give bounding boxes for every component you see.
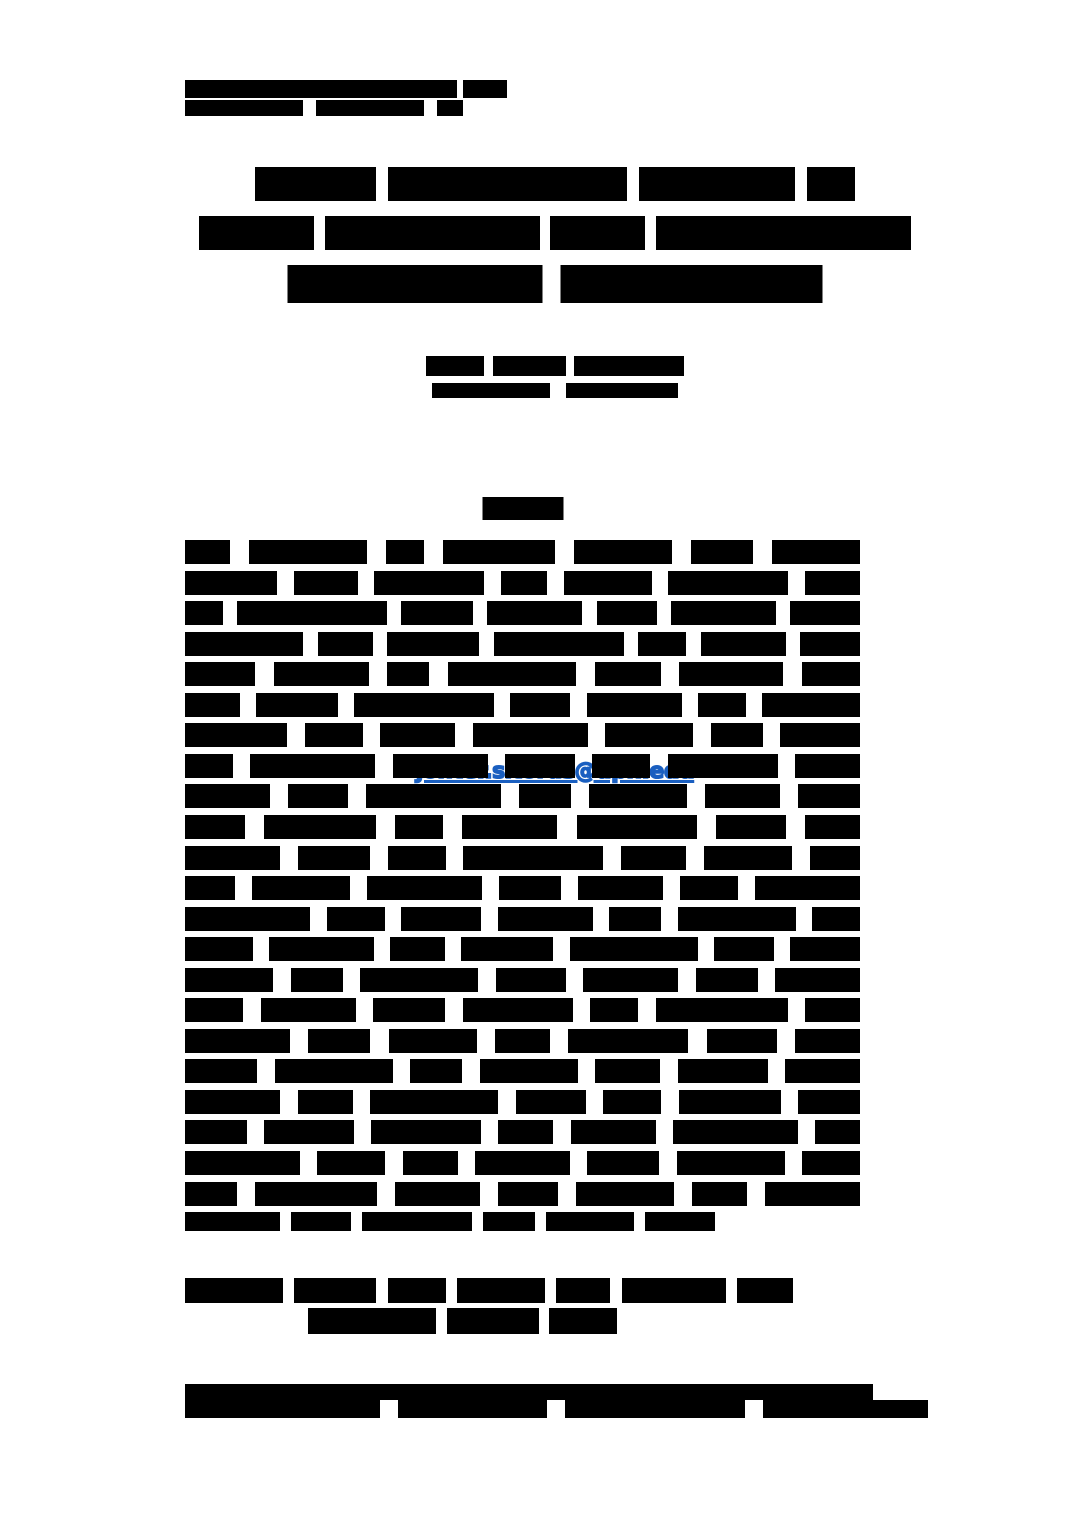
redacted-word bbox=[671, 601, 776, 625]
redacted-word bbox=[185, 1029, 290, 1053]
redacted-word bbox=[805, 571, 860, 595]
redacted-word bbox=[714, 937, 774, 961]
abstract-text-line bbox=[185, 998, 860, 1022]
abstract-text-line bbox=[185, 754, 860, 778]
redacted-word bbox=[401, 601, 473, 625]
redacted-word bbox=[656, 998, 788, 1022]
redacted-word bbox=[762, 693, 860, 717]
redacted-word bbox=[274, 662, 369, 686]
redacted-word bbox=[185, 1212, 280, 1231]
redacted-word bbox=[550, 216, 645, 250]
redacted-word bbox=[802, 662, 860, 686]
redacted-word bbox=[291, 1212, 351, 1231]
redacted-word bbox=[410, 1059, 462, 1083]
redacted-word bbox=[185, 1400, 380, 1418]
redacted-word bbox=[447, 1308, 539, 1334]
redacted-word bbox=[388, 846, 446, 870]
redacted-word bbox=[609, 907, 661, 931]
redacted-word bbox=[473, 723, 588, 747]
redacted-word bbox=[387, 632, 479, 656]
redacted-word bbox=[487, 601, 582, 625]
abstract-text-line bbox=[185, 968, 860, 992]
footer-line bbox=[185, 1400, 928, 1418]
redacted-word bbox=[457, 1278, 545, 1303]
redacted-word bbox=[317, 1151, 385, 1175]
redacted-word bbox=[373, 998, 445, 1022]
redacted-word bbox=[493, 356, 566, 376]
redacted-word bbox=[571, 1120, 656, 1144]
abstract-text-line bbox=[185, 1182, 860, 1206]
footer-line bbox=[185, 1384, 873, 1400]
redacted-word bbox=[656, 216, 911, 250]
abstract-text-line bbox=[185, 723, 860, 747]
redacted-word bbox=[483, 1212, 535, 1231]
abstract-text-line bbox=[185, 815, 860, 839]
redacted-word bbox=[437, 100, 463, 116]
abstract-text-line bbox=[185, 937, 860, 961]
redacted-word bbox=[679, 662, 783, 686]
redacted-word bbox=[565, 1400, 745, 1418]
redacted-word bbox=[679, 1090, 781, 1114]
redacted-word bbox=[185, 937, 253, 961]
redacted-word bbox=[704, 846, 792, 870]
redacted-word bbox=[578, 876, 663, 900]
redacted-word bbox=[395, 1182, 480, 1206]
redacted-word bbox=[294, 1278, 376, 1303]
redacted-word bbox=[354, 693, 494, 717]
redacted-word bbox=[366, 784, 501, 808]
redacted-word bbox=[463, 80, 507, 98]
abstract-text-line bbox=[185, 540, 860, 564]
redacted-word bbox=[494, 632, 624, 656]
redacted-word bbox=[501, 571, 547, 595]
redacted-word bbox=[587, 693, 682, 717]
redacted-word bbox=[574, 356, 684, 376]
redacted-word bbox=[185, 571, 277, 595]
redacted-word bbox=[325, 216, 540, 250]
redacted-word bbox=[237, 601, 387, 625]
redacted-word bbox=[680, 876, 738, 900]
redacted-word bbox=[308, 1029, 370, 1053]
redacted-word bbox=[185, 1090, 280, 1114]
redacted-word bbox=[566, 383, 678, 398]
redacted-word bbox=[288, 784, 348, 808]
redacted-word bbox=[199, 216, 314, 250]
redacted-word bbox=[496, 968, 566, 992]
keywords-line bbox=[308, 1308, 617, 1334]
redacted-word bbox=[249, 540, 367, 564]
redacted-word bbox=[790, 937, 860, 961]
redacted-word bbox=[308, 1308, 436, 1334]
author-info-line bbox=[426, 356, 684, 376]
redacted-word bbox=[185, 662, 255, 686]
redacted-word bbox=[432, 383, 550, 398]
redacted-word bbox=[668, 754, 778, 778]
redacted-word bbox=[185, 1151, 300, 1175]
redacted-word bbox=[395, 815, 443, 839]
redacted-word bbox=[448, 662, 576, 686]
redacted-word bbox=[639, 167, 795, 201]
redacted-word bbox=[261, 998, 356, 1022]
redacted-word bbox=[403, 1151, 458, 1175]
redacted-word bbox=[480, 1059, 578, 1083]
redacted-word bbox=[765, 1182, 860, 1206]
redacted-word bbox=[775, 968, 860, 992]
redacted-word bbox=[426, 356, 484, 376]
redacted-word bbox=[802, 1151, 860, 1175]
abstract-text-line bbox=[185, 632, 860, 656]
redacted-word bbox=[401, 907, 481, 931]
redacted-word bbox=[185, 723, 287, 747]
redacted-word bbox=[250, 754, 375, 778]
redacted-word bbox=[185, 998, 243, 1022]
redacted-word bbox=[698, 693, 746, 717]
redacted-word bbox=[380, 723, 455, 747]
redacted-word bbox=[546, 1212, 634, 1231]
redacted-word bbox=[398, 1400, 547, 1418]
paper-title-line bbox=[255, 167, 855, 201]
author-block bbox=[185, 356, 925, 446]
redacted-word bbox=[185, 754, 233, 778]
redacted-word bbox=[795, 1029, 860, 1053]
redacted-word bbox=[678, 1059, 768, 1083]
redacted-word bbox=[499, 876, 561, 900]
redacted-word bbox=[291, 968, 343, 992]
redacted-word bbox=[256, 693, 338, 717]
redacted-word bbox=[603, 1090, 661, 1114]
redacted-word bbox=[570, 937, 698, 961]
redacted-word bbox=[185, 968, 273, 992]
redacted-word bbox=[461, 937, 553, 961]
redacted-word bbox=[185, 784, 270, 808]
redacted-word bbox=[185, 907, 310, 931]
redacted-word bbox=[621, 846, 686, 870]
redacted-word bbox=[185, 632, 303, 656]
redacted-word bbox=[590, 998, 638, 1022]
redacted-word bbox=[275, 1059, 393, 1083]
redacted-word bbox=[390, 937, 445, 961]
redacted-word bbox=[519, 784, 571, 808]
redacted-word bbox=[386, 540, 424, 564]
redacted-word bbox=[255, 167, 376, 201]
redacted-word bbox=[482, 497, 563, 520]
redacted-word bbox=[696, 968, 758, 992]
redacted-word bbox=[305, 723, 363, 747]
redacted-word bbox=[264, 1120, 354, 1144]
redacted-word bbox=[288, 265, 543, 303]
abstract-text-line bbox=[185, 1212, 718, 1231]
redacted-word bbox=[556, 1278, 610, 1303]
redacted-word bbox=[561, 265, 823, 303]
redacted-word bbox=[360, 968, 478, 992]
journal-header-line bbox=[185, 100, 463, 116]
redacted-word bbox=[362, 1212, 472, 1231]
abstract-text-line bbox=[185, 1059, 860, 1083]
abstract-text-line bbox=[185, 907, 860, 931]
paper-title-line bbox=[288, 265, 823, 303]
redacted-word bbox=[264, 815, 376, 839]
redacted-word bbox=[692, 1182, 747, 1206]
redacted-word bbox=[498, 1182, 558, 1206]
redacted-word bbox=[677, 1151, 785, 1175]
redacted-word bbox=[255, 1182, 377, 1206]
redacted-word bbox=[269, 937, 374, 961]
abstract-text-line bbox=[185, 1151, 860, 1175]
redacted-word bbox=[592, 754, 650, 778]
redacted-word bbox=[298, 846, 370, 870]
redacted-word bbox=[595, 662, 661, 686]
redacted-word bbox=[755, 876, 860, 900]
redacted-word bbox=[577, 815, 697, 839]
redacted-word bbox=[475, 1151, 570, 1175]
redacted-word bbox=[389, 1029, 477, 1053]
redacted-word bbox=[589, 784, 687, 808]
redacted-word bbox=[374, 571, 484, 595]
redacted-word bbox=[772, 540, 860, 564]
redacted-word bbox=[583, 968, 678, 992]
redacted-word bbox=[576, 1182, 674, 1206]
redacted-word bbox=[678, 907, 796, 931]
journal-header-redacted bbox=[185, 80, 507, 120]
redacted-word bbox=[587, 1151, 659, 1175]
redacted-word bbox=[711, 723, 763, 747]
redacted-word bbox=[495, 1029, 550, 1053]
redacted-word bbox=[371, 1120, 481, 1144]
redacted-word bbox=[463, 998, 573, 1022]
redacted-word bbox=[595, 1059, 660, 1083]
abstract-text-line bbox=[185, 693, 860, 717]
redacted-word bbox=[185, 80, 457, 98]
redacted-word bbox=[185, 540, 230, 564]
redacted-word bbox=[185, 1059, 257, 1083]
redacted-word bbox=[510, 693, 570, 717]
redacted-word bbox=[805, 998, 860, 1022]
redacted-word bbox=[645, 1212, 715, 1231]
redacted-word bbox=[388, 167, 627, 201]
abstract-body-redacted bbox=[185, 540, 860, 1240]
redacted-word bbox=[316, 100, 424, 116]
paper-title-line bbox=[199, 216, 911, 250]
redacted-word bbox=[668, 571, 788, 595]
keywords-block-redacted bbox=[185, 1278, 860, 1338]
redacted-word bbox=[673, 1120, 798, 1144]
redacted-word bbox=[780, 723, 860, 747]
abstract-text-line bbox=[185, 1120, 860, 1144]
redacted-word bbox=[185, 1182, 237, 1206]
redacted-word bbox=[605, 723, 693, 747]
redacted-word bbox=[795, 754, 860, 778]
abstract-text-line bbox=[185, 1029, 860, 1053]
redacted-word bbox=[327, 907, 385, 931]
redacted-word bbox=[549, 1308, 617, 1334]
redacted-word bbox=[498, 907, 593, 931]
redacted-word bbox=[705, 784, 780, 808]
redacted-word bbox=[638, 632, 686, 656]
redacted-word bbox=[294, 571, 358, 595]
keywords-line bbox=[185, 1278, 793, 1303]
abstract-text-line bbox=[185, 662, 860, 686]
redacted-word bbox=[318, 632, 373, 656]
redacted-word bbox=[185, 1278, 283, 1303]
redacted-word bbox=[370, 1090, 498, 1114]
redacted-word bbox=[815, 1120, 860, 1144]
redacted-word bbox=[298, 1090, 353, 1114]
redacted-word bbox=[185, 601, 223, 625]
redacted-word bbox=[516, 1090, 586, 1114]
redacted-word bbox=[185, 876, 235, 900]
redacted-word bbox=[707, 1029, 777, 1053]
abstract-text-line bbox=[185, 1090, 860, 1114]
abstract-text-line bbox=[185, 784, 860, 808]
abstract-text-line bbox=[185, 876, 860, 900]
redacted-word bbox=[388, 1278, 446, 1303]
redacted-word bbox=[716, 815, 786, 839]
redacted-word bbox=[597, 601, 657, 625]
journal-header-line bbox=[185, 80, 507, 98]
redacted-word bbox=[790, 601, 860, 625]
redacted-word bbox=[252, 876, 350, 900]
abstract-text-line bbox=[185, 571, 860, 595]
redacted-word bbox=[367, 876, 482, 900]
redacted-word bbox=[185, 1120, 247, 1144]
redacted-word bbox=[798, 784, 860, 808]
abstract-text-line bbox=[185, 601, 860, 625]
redacted-word bbox=[185, 846, 280, 870]
redacted-word bbox=[462, 815, 557, 839]
redacted-word bbox=[185, 815, 245, 839]
redacted-word bbox=[443, 540, 555, 564]
redacted-word bbox=[185, 1384, 873, 1400]
abstract-heading-redacted bbox=[185, 497, 860, 522]
redacted-word bbox=[564, 571, 652, 595]
redacted-word bbox=[505, 754, 575, 778]
redacted-word bbox=[498, 1120, 553, 1144]
abstract-heading bbox=[482, 497, 563, 520]
redacted-word bbox=[463, 846, 603, 870]
redacted-word bbox=[185, 693, 240, 717]
redacted-word bbox=[622, 1278, 726, 1303]
redacted-word bbox=[805, 815, 860, 839]
abstract-text-line bbox=[185, 846, 860, 870]
redacted-word bbox=[785, 1059, 860, 1083]
redacted-word bbox=[800, 632, 860, 656]
page-footer-redacted bbox=[185, 1384, 928, 1420]
redacted-word bbox=[701, 632, 786, 656]
paper-title-redacted bbox=[185, 167, 925, 312]
redacted-word bbox=[185, 100, 303, 116]
redacted-word bbox=[763, 1400, 928, 1418]
redacted-word bbox=[574, 540, 672, 564]
redacted-word bbox=[691, 540, 753, 564]
redacted-word bbox=[568, 1029, 688, 1053]
author-info-line bbox=[432, 383, 678, 398]
redacted-word bbox=[798, 1090, 860, 1114]
redacted-word bbox=[387, 662, 429, 686]
redacted-word bbox=[737, 1278, 793, 1303]
redacted-word bbox=[807, 167, 855, 201]
redacted-word bbox=[810, 846, 860, 870]
redacted-word bbox=[812, 907, 860, 931]
redacted-word bbox=[393, 754, 488, 778]
